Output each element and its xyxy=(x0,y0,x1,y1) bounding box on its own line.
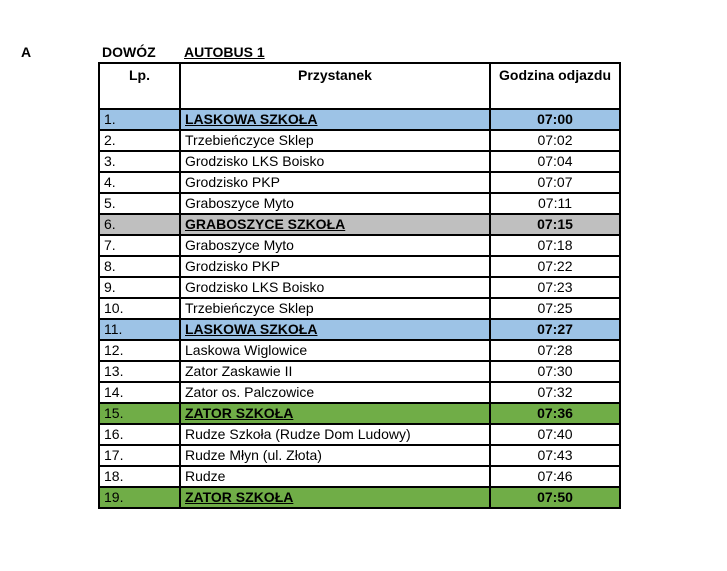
row-number: 16. xyxy=(99,424,180,445)
section-label: A xyxy=(21,44,32,60)
row-number: 1. xyxy=(99,109,180,130)
table-row xyxy=(99,109,620,130)
stop-name: Rudze Młyn (ul. Złota) xyxy=(180,445,490,466)
stop-name: Grodzisko LKS Boisko xyxy=(180,151,490,172)
departure-time: 07:25 xyxy=(490,298,620,319)
stop-name: Grodzisko LKS Boisko xyxy=(180,277,490,298)
table-row xyxy=(99,130,620,151)
schedule-table xyxy=(98,62,621,509)
table-row xyxy=(99,424,620,445)
departure-time: 07:36 xyxy=(490,403,620,424)
stop-name: Rudze Szkoła (Rudze Dom Ludowy) xyxy=(180,424,490,445)
departure-time: 07:15 xyxy=(490,214,620,235)
departure-time: 07:07 xyxy=(490,172,620,193)
table-row xyxy=(99,151,620,172)
row-number: 10. xyxy=(99,298,180,319)
row-number: 17. xyxy=(99,445,180,466)
departure-time: 07:46 xyxy=(490,466,620,487)
row-number: 12. xyxy=(99,340,180,361)
column-header-stop: Przystanek xyxy=(180,63,490,109)
stop-name: Graboszyce Myto xyxy=(180,235,490,256)
departure-time: 07:22 xyxy=(490,256,620,277)
table-row xyxy=(99,340,620,361)
stop-name: LASKOWA SZKOŁA xyxy=(180,319,490,340)
departure-time: 07:50 xyxy=(490,487,620,508)
departure-time: 07:11 xyxy=(490,193,620,214)
bus-title: AUTOBUS 1 xyxy=(184,44,265,60)
row-number: 7. xyxy=(99,235,180,256)
row-number: 5. xyxy=(99,193,180,214)
table-row xyxy=(99,466,620,487)
table-row xyxy=(99,319,620,340)
column-header-lp: Lp. xyxy=(99,63,180,109)
stop-name: GRABOSZYCE SZKOŁA xyxy=(180,214,490,235)
table-row xyxy=(99,256,620,277)
table-row xyxy=(99,214,620,235)
row-number: 19. xyxy=(99,487,180,508)
column-header-time: Godzina odjazdu xyxy=(490,63,620,109)
row-number: 3. xyxy=(99,151,180,172)
row-number: 11. xyxy=(99,319,180,340)
departure-time: 07:30 xyxy=(490,361,620,382)
row-number: 8. xyxy=(99,256,180,277)
departure-time: 07:18 xyxy=(490,235,620,256)
table-row xyxy=(99,172,620,193)
departure-time: 07:27 xyxy=(490,319,620,340)
departure-time: 07:02 xyxy=(490,130,620,151)
row-number: 13. xyxy=(99,361,180,382)
stop-name: Laskowa Wiglowice xyxy=(180,340,490,361)
row-number: 14. xyxy=(99,382,180,403)
table-row xyxy=(99,298,620,319)
departure-time: 07:23 xyxy=(490,277,620,298)
table-row xyxy=(99,487,620,508)
stop-name: LASKOWA SZKOŁA xyxy=(180,109,490,130)
departure-time: 07:32 xyxy=(490,382,620,403)
stop-name: Trzebieńczyce Sklep xyxy=(180,130,490,151)
table-row xyxy=(99,361,620,382)
stop-name: Zator os. Palczowice xyxy=(180,382,490,403)
departure-time: 07:28 xyxy=(490,340,620,361)
table-row xyxy=(99,235,620,256)
stop-name: Zator Zaskawie II xyxy=(180,361,490,382)
row-number: 18. xyxy=(99,466,180,487)
stop-name: Grodzisko PKP xyxy=(180,256,490,277)
table-row xyxy=(99,403,620,424)
stop-name: ZATOR SZKOŁA xyxy=(180,403,490,424)
departure-time: 07:40 xyxy=(490,424,620,445)
row-number: 4. xyxy=(99,172,180,193)
table-row xyxy=(99,382,620,403)
stop-name: Rudze xyxy=(180,466,490,487)
header-row xyxy=(99,63,620,109)
direction-label: DOWÓZ xyxy=(102,44,156,60)
table-row xyxy=(99,193,620,214)
stop-name: Graboszyce Myto xyxy=(180,193,490,214)
departure-time: 07:43 xyxy=(490,445,620,466)
departure-time: 07:00 xyxy=(490,109,620,130)
stop-name: Trzebieńczyce Sklep xyxy=(180,298,490,319)
table-row xyxy=(99,277,620,298)
stop-name: ZATOR SZKOŁA xyxy=(180,487,490,508)
table-row xyxy=(99,445,620,466)
row-number: 9. xyxy=(99,277,180,298)
departure-time: 07:04 xyxy=(490,151,620,172)
stop-name: Grodzisko PKP xyxy=(180,172,490,193)
row-number: 6. xyxy=(99,214,180,235)
row-number: 2. xyxy=(99,130,180,151)
row-number: 15. xyxy=(99,403,180,424)
